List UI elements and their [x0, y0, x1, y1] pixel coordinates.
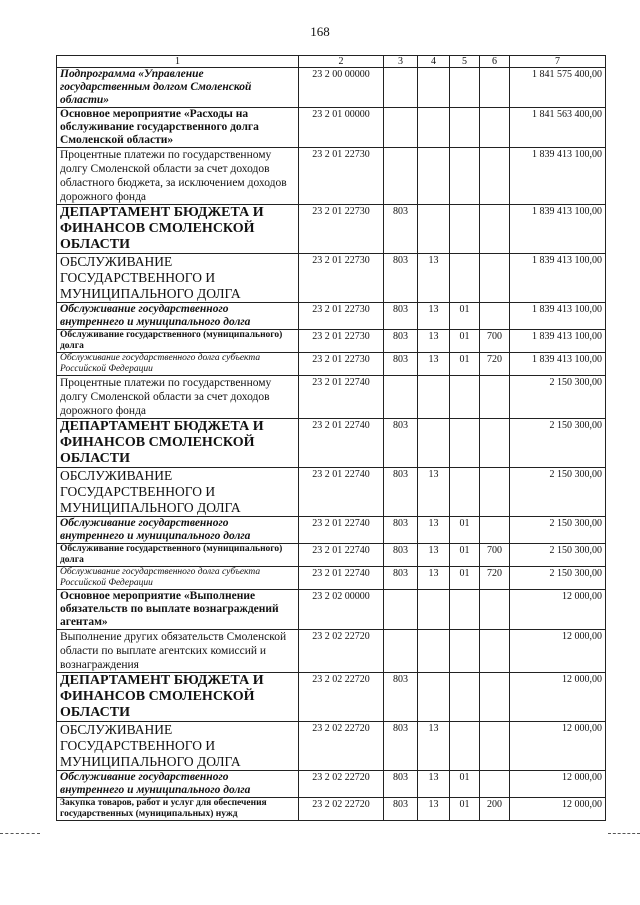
row-ved — [384, 590, 418, 630]
row-amount: 1 839 413 100,00 — [510, 303, 606, 330]
table-row — [57, 330, 606, 353]
row-ved: 803 — [384, 254, 418, 303]
row-vr: 720 — [480, 567, 510, 590]
row-code: 23 2 01 22730 — [299, 303, 384, 330]
row-name-text: ДЕПАРТАМЕНТ БЮДЖЕТА И ФИНАНСОВ СМОЛЕНСКОЙ ОБЛАСТИ — [60, 673, 264, 720]
table-row — [57, 544, 606, 567]
header-col-1: 1 — [57, 56, 299, 68]
row-amount: 12 000,00 — [510, 630, 606, 673]
row-pr: 01 — [450, 771, 480, 798]
row-name — [57, 630, 299, 673]
row-pr: 01 — [450, 303, 480, 330]
row-amount: 2 150 300,00 — [510, 419, 606, 468]
scan-edge-mark-right — [608, 833, 640, 834]
row-pr: 01 — [450, 353, 480, 376]
budget-table-body — [57, 56, 606, 821]
row-rz — [418, 630, 450, 673]
row-ved: 803 — [384, 798, 418, 821]
row-name — [57, 722, 299, 771]
row-rz: 13 — [418, 330, 450, 353]
row-name-text: ДЕПАРТАМЕНТ БЮДЖЕТА И ФИНАНСОВ СМОЛЕНСКОЙ ОБЛАСТИ — [60, 419, 264, 466]
row-ved — [384, 630, 418, 673]
row-name — [57, 590, 299, 630]
row-name-text: Обслуживание государственного долга субъекта Российской Федерации — [60, 567, 261, 588]
row-ved: 803 — [384, 353, 418, 376]
table-row — [57, 673, 606, 722]
row-name — [57, 68, 299, 108]
row-ved: 803 — [384, 673, 418, 722]
table-row — [57, 468, 606, 517]
row-vr: 200 — [480, 798, 510, 821]
row-rz: 13 — [418, 254, 450, 303]
row-rz: 13 — [418, 468, 450, 517]
row-name-text: Обслуживание государственного долга субъекта Российской Федерации — [60, 353, 261, 374]
row-vr — [480, 673, 510, 722]
header-col-7: 7 — [510, 56, 606, 68]
row-code: 23 2 01 22740 — [299, 517, 384, 544]
table-row — [57, 108, 606, 148]
row-rz — [418, 68, 450, 108]
header-col-2: 2 — [299, 56, 384, 68]
header-col-3: 3 — [384, 56, 418, 68]
row-vr — [480, 148, 510, 205]
scan-edge-mark-left — [0, 833, 40, 834]
row-code: 23 2 00 00000 — [299, 68, 384, 108]
table-row — [57, 205, 606, 254]
row-pr — [450, 108, 480, 148]
row-vr — [480, 303, 510, 330]
page-number: 168 — [310, 24, 330, 39]
row-amount: 1 841 575 400,00 — [510, 68, 606, 108]
table-row — [57, 148, 606, 205]
table-row — [57, 517, 606, 544]
row-vr — [480, 108, 510, 148]
row-vr — [480, 590, 510, 630]
table-row — [57, 798, 606, 821]
row-vr — [480, 205, 510, 254]
row-code: 23 2 01 22740 — [299, 567, 384, 590]
row-amount: 1 839 413 100,00 — [510, 148, 606, 205]
row-ved — [384, 376, 418, 419]
header-col-5: 5 — [450, 56, 480, 68]
row-rz: 13 — [418, 544, 450, 567]
row-ved: 803 — [384, 419, 418, 468]
row-ved — [384, 68, 418, 108]
row-pr: 01 — [450, 544, 480, 567]
row-ved — [384, 108, 418, 148]
row-ved: 803 — [384, 330, 418, 353]
table-header-row — [57, 56, 606, 68]
row-amount: 12 000,00 — [510, 771, 606, 798]
row-ved: 803 — [384, 517, 418, 544]
row-name — [57, 303, 299, 330]
row-name-text: ДЕПАРТАМЕНТ БЮДЖЕТА И ФИНАНСОВ СМОЛЕНСКОЙ ОБЛАСТИ — [60, 205, 264, 252]
row-pr: 01 — [450, 517, 480, 544]
table-row — [57, 254, 606, 303]
row-pr — [450, 722, 480, 771]
row-rz: 13 — [418, 303, 450, 330]
row-ved: 803 — [384, 303, 418, 330]
row-code: 23 2 01 22730 — [299, 254, 384, 303]
row-pr — [450, 673, 480, 722]
table-row — [57, 419, 606, 468]
row-rz: 13 — [418, 567, 450, 590]
table-row — [57, 771, 606, 798]
row-name — [57, 148, 299, 205]
row-vr: 700 — [480, 544, 510, 567]
row-vr — [480, 722, 510, 771]
row-rz: 13 — [418, 722, 450, 771]
row-name — [57, 254, 299, 303]
row-ved — [384, 148, 418, 205]
row-name — [57, 376, 299, 419]
row-rz — [418, 673, 450, 722]
row-name-text: Обслуживание государственного внутреннего и муниципального долга — [60, 517, 251, 542]
row-name-text: Основное мероприятие «Расходы на обслуживание государственного долга Смоленской области» — [60, 108, 259, 146]
row-amount: 2 150 300,00 — [510, 544, 606, 567]
row-amount: 1 839 413 100,00 — [510, 353, 606, 376]
row-pr: 01 — [450, 798, 480, 821]
row-name-text: Обслуживание государственного внутреннего и муниципального долга — [60, 771, 251, 796]
row-amount: 1 841 563 400,00 — [510, 108, 606, 148]
row-code: 23 2 01 22730 — [299, 330, 384, 353]
row-code: 23 2 01 22730 — [299, 353, 384, 376]
row-code: 23 2 01 22740 — [299, 544, 384, 567]
row-vr: 700 — [480, 330, 510, 353]
table-row — [57, 353, 606, 376]
table-row — [57, 376, 606, 419]
row-name-text: Процентные платежи по государственному долгу Смоленской области за счет доходов дорожного фонда — [60, 377, 272, 417]
table-row — [57, 68, 606, 108]
row-rz: 13 — [418, 353, 450, 376]
table-row — [57, 630, 606, 673]
row-name — [57, 798, 299, 821]
row-amount: 1 839 413 100,00 — [510, 205, 606, 254]
row-amount: 12 000,00 — [510, 673, 606, 722]
row-name-text: Обслуживание государственного (муниципального) долга — [60, 330, 283, 351]
row-rz — [418, 148, 450, 205]
row-ved: 803 — [384, 722, 418, 771]
row-rz: 13 — [418, 771, 450, 798]
row-name — [57, 468, 299, 517]
row-amount: 2 150 300,00 — [510, 567, 606, 590]
row-name-text: ОБСЛУЖИВАНИЕ ГОСУДАРСТВЕННОГО И МУНИЦИПАЛЬНОГО ДОЛГА — [60, 722, 241, 769]
row-pr — [450, 468, 480, 517]
row-vr — [480, 517, 510, 544]
row-code: 23 2 01 22740 — [299, 419, 384, 468]
row-name — [57, 544, 299, 567]
table-row — [57, 590, 606, 630]
row-name-text: ОБСЛУЖИВАНИЕ ГОСУДАРСТВЕННОГО И МУНИЦИПАЛЬНОГО ДОЛГА — [60, 468, 241, 515]
row-ved: 803 — [384, 771, 418, 798]
row-pr: 01 — [450, 330, 480, 353]
row-vr — [480, 68, 510, 108]
row-vr — [480, 771, 510, 798]
row-name-text: Выполнение других обязательств Смоленской области по выплате агентских комиссий и вознаграждения — [60, 631, 287, 671]
row-pr: 01 — [450, 567, 480, 590]
row-code: 23 2 02 00000 — [299, 590, 384, 630]
row-name-text: Подпрограмма «Управление государственным долгом Смоленской области» — [60, 68, 252, 106]
row-code: 23 2 01 22740 — [299, 468, 384, 517]
table-row — [57, 722, 606, 771]
row-name-text: Обслуживание государственного внутреннего и муниципального долга — [60, 303, 251, 328]
row-amount: 1 839 413 100,00 — [510, 330, 606, 353]
row-ved: 803 — [384, 205, 418, 254]
row-ved: 803 — [384, 544, 418, 567]
row-name — [57, 419, 299, 468]
row-code: 23 2 01 22740 — [299, 376, 384, 419]
row-amount: 2 150 300,00 — [510, 468, 606, 517]
row-name — [57, 108, 299, 148]
row-name — [57, 330, 299, 353]
row-name — [57, 205, 299, 254]
row-vr — [480, 376, 510, 419]
row-rz: 13 — [418, 517, 450, 544]
row-name-text: Закупка товаров, работ и услуг для обеспечения государственных (муниципальных) нужд — [60, 798, 267, 819]
row-amount: 12 000,00 — [510, 722, 606, 771]
row-amount: 12 000,00 — [510, 798, 606, 821]
row-rz — [418, 590, 450, 630]
row-name — [57, 771, 299, 798]
row-code: 23 2 02 22720 — [299, 673, 384, 722]
row-pr — [450, 68, 480, 108]
row-code: 23 2 02 22720 — [299, 722, 384, 771]
row-rz — [418, 376, 450, 419]
row-vr — [480, 254, 510, 303]
row-code: 23 2 02 22720 — [299, 771, 384, 798]
row-name — [57, 517, 299, 544]
row-amount: 2 150 300,00 — [510, 517, 606, 544]
row-pr — [450, 254, 480, 303]
row-vr — [480, 419, 510, 468]
table-row — [57, 303, 606, 330]
row-name — [57, 673, 299, 722]
row-name-text: Обслуживание государственного (муниципального) долга — [60, 544, 283, 565]
row-name-text: ОБСЛУЖИВАНИЕ ГОСУДАРСТВЕННОГО И МУНИЦИПАЛЬНОГО ДОЛГА — [60, 254, 241, 301]
row-vr — [480, 630, 510, 673]
header-col-4: 4 — [418, 56, 450, 68]
row-pr — [450, 376, 480, 419]
row-amount: 1 839 413 100,00 — [510, 254, 606, 303]
row-rz — [418, 205, 450, 254]
row-vr: 720 — [480, 353, 510, 376]
row-code: 23 2 01 00000 — [299, 108, 384, 148]
table-row — [57, 567, 606, 590]
row-code: 23 2 02 22720 — [299, 798, 384, 821]
row-pr — [450, 630, 480, 673]
row-pr — [450, 419, 480, 468]
row-pr — [450, 590, 480, 630]
row-code: 23 2 01 22730 — [299, 148, 384, 205]
row-ved: 803 — [384, 567, 418, 590]
row-name-text: Процентные платежи по государственному долгу Смоленской области за счет доходов областного бюджета, за исключением доходов дорожного фонда — [60, 149, 287, 203]
row-code: 23 2 01 22730 — [299, 205, 384, 254]
row-rz — [418, 419, 450, 468]
header-col-6: 6 — [480, 56, 510, 68]
row-code: 23 2 02 22720 — [299, 630, 384, 673]
row-name — [57, 353, 299, 376]
budget-table — [56, 55, 606, 821]
row-rz: 13 — [418, 798, 450, 821]
row-name-text: Основное мероприятие «Выполнение обязательств по выплате вознаграждений агентам» — [60, 590, 279, 628]
row-name — [57, 567, 299, 590]
row-pr — [450, 148, 480, 205]
row-amount: 12 000,00 — [510, 590, 606, 630]
row-rz — [418, 108, 450, 148]
row-ved: 803 — [384, 468, 418, 517]
row-amount: 2 150 300,00 — [510, 376, 606, 419]
row-pr — [450, 205, 480, 254]
row-vr — [480, 468, 510, 517]
